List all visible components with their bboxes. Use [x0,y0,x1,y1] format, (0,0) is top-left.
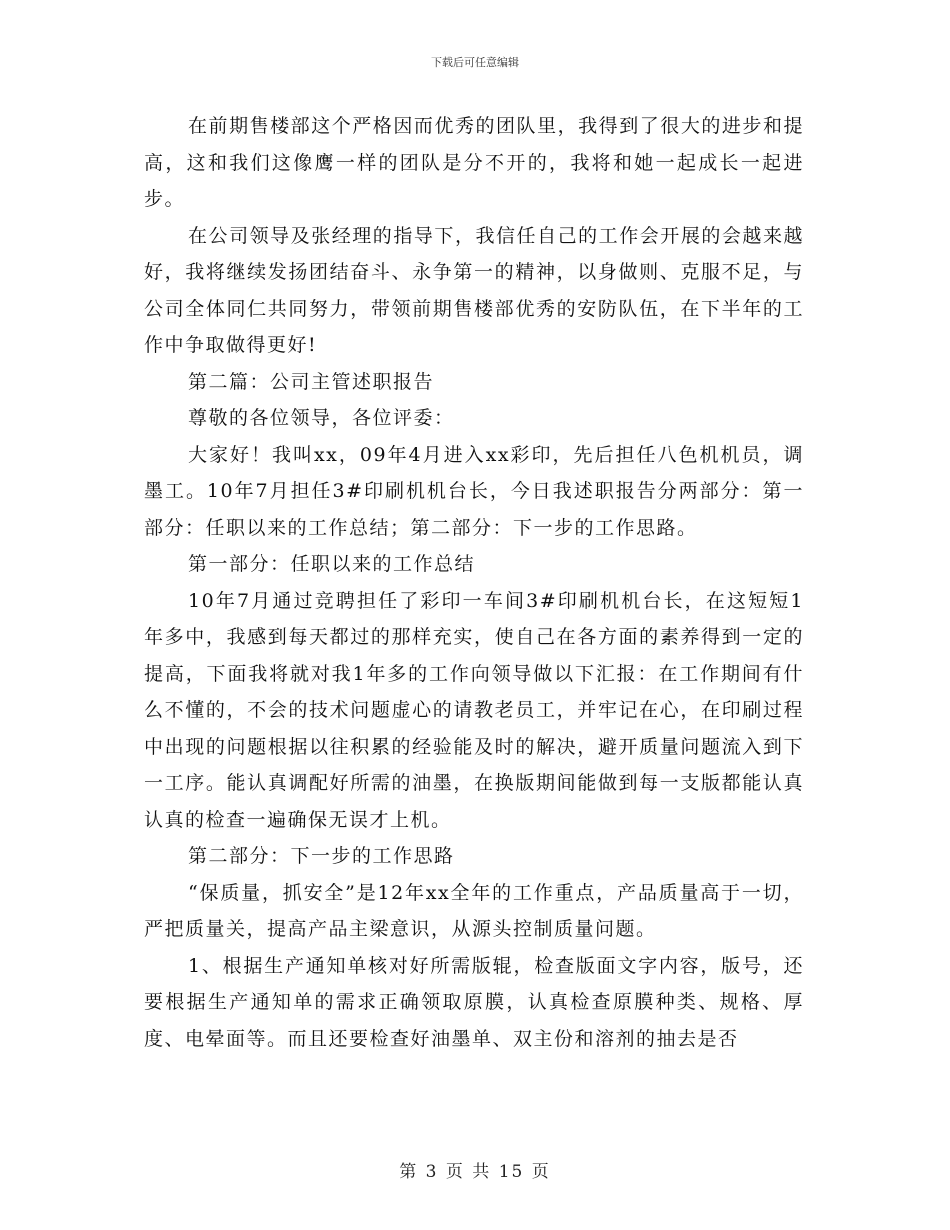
page-number: 第 3 页 共 15 页 [399,1162,551,1182]
section-title: 第二篇：公司主管述职报告 [188,370,435,393]
section-heading: 第二部分：下一步的工作思路 [188,845,455,867]
paragraph: 在前期售楼部这个严格因而优秀的团队里，我得到了很大的进步和提高，这和我们这像鹰一样的团队是分不开的，我将和她一起成长一起进步。 [144,115,804,210]
paragraph: 在公司领导及张经理的指导下，我信任自己的工作会开展的会越来越好，我将继续发扬团结奋斗、永争第一的精神，以身做则、克服不足，与公司全体同仁共同努力，带领前期售楼部优秀的安防队伍，在下半年的工作中争取做得更好! [144,224,804,356]
paragraph: 1、根据生产通知单核对好所需版辊，检查版面文字内容，版号，还要根据生产通知单的需求正确领取原膜，认真检查原膜种类、规格、厚度、电晕面等。而且还要检查好油墨单、双主份和溶剂的抽去是否 [144,954,804,1050]
paragraph: 大家好！我叫xx，09年4月进入xx彩印，先后担任八色机机员，调墨工。10年7月担任3#印刷机机台长，今日我述职报告分两部分：第一部分：任职以来的工作总结；第二部分：下一步的工作思路。 [144,443,804,539]
section-heading: 第一部分：任职以来的工作总结 [188,553,476,575]
document-body [144,108,804,1057]
paragraph: 10年7月通过竞聘担任了彩印一车间3#印刷机机台长，在这短短1年多中，我感到每天都过的那样充实，使自己在各方面的素养得到一定的提高，下面我将就对我1年多的工作向领导做以下汇报：在工作期间有什么不懂的，不会的技术问题虚心的请教老员工，并牢记在心，在印刷过程中出现的问题根据以往积累的经验能及时的解决，避开质量问题流入到下一工序。能认真调配好所需的油墨，在换版期间能做到每一支版都能认真认真的检查一遍确保无误才上机。 [144,589,804,831]
salutation: 尊敬的各位领导，各位评委： [188,407,455,429]
page-header: 下载后可任意编辑 [431,56,519,69]
paragraph: “保质量，抓安全”是12年xx全年的工作重点，产品质量高于一切，严把质量关，提高产品主梁意识，从源头控制质量问题。 [144,881,804,940]
